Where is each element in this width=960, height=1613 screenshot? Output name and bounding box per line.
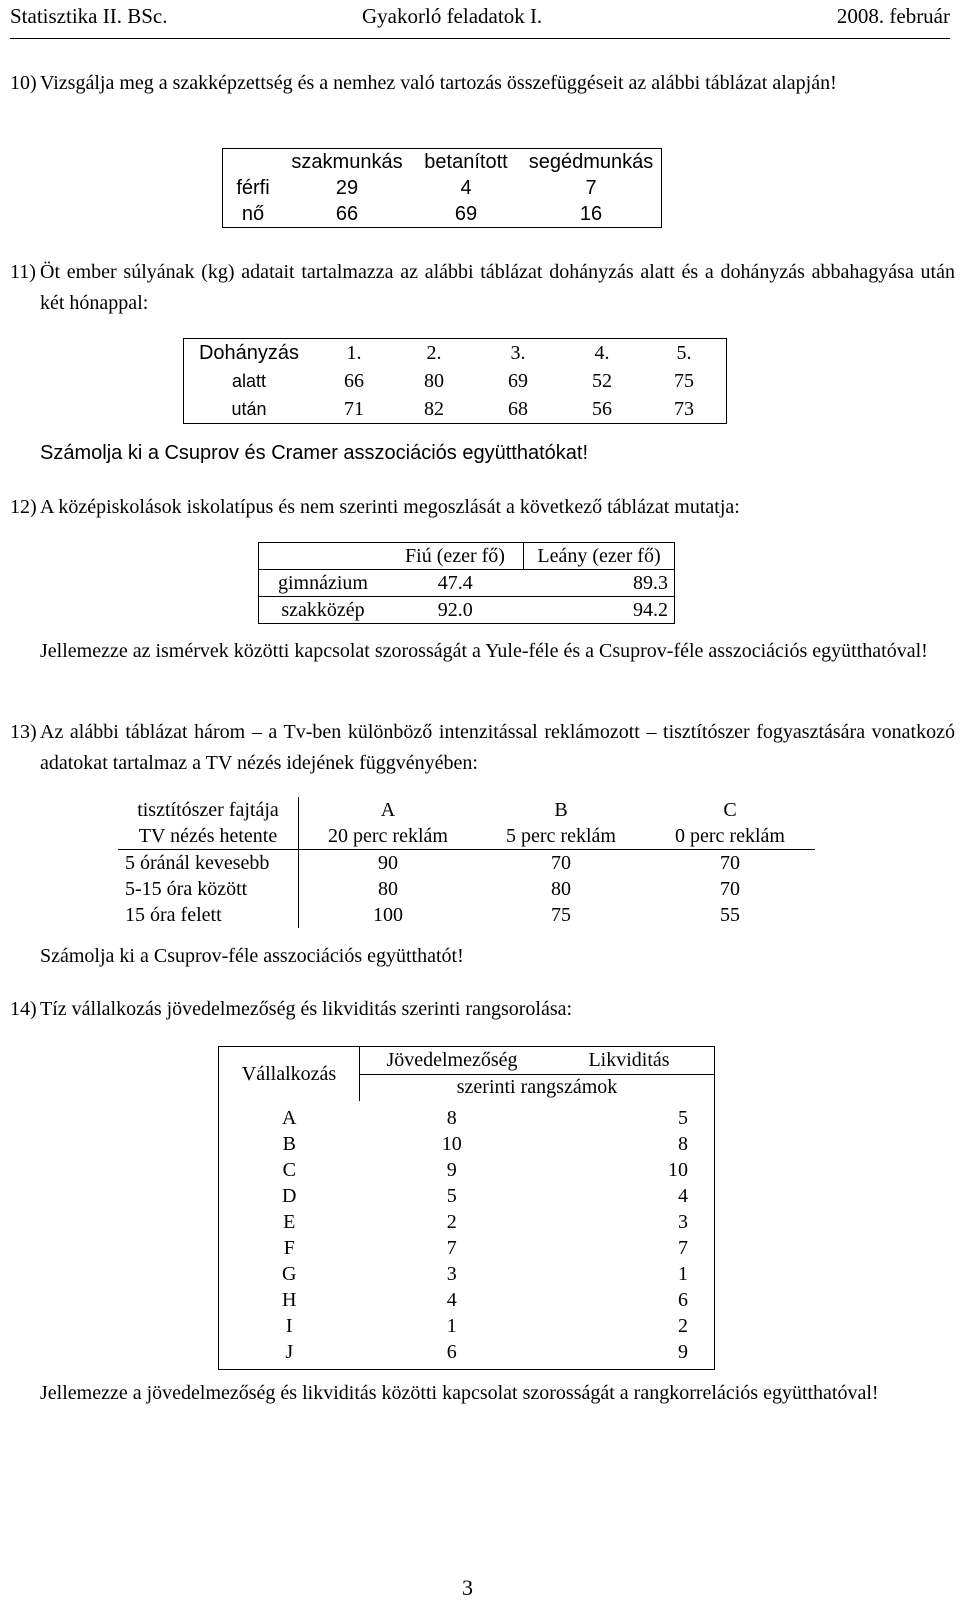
row-label: I [285, 1314, 293, 1337]
row-label: 5 óránál kevesebb [118, 850, 299, 877]
table-cell: 7 [446, 1236, 457, 1259]
row-label: gimnázium [259, 570, 388, 597]
table-cell: 9 [446, 1158, 457, 1181]
table-row [223, 201, 662, 228]
table-cell: 70 [720, 851, 740, 874]
row-label: G [282, 1262, 297, 1285]
table-row [219, 1339, 715, 1370]
header-date: 2008. február [836, 4, 950, 28]
table-cell: 29 [335, 176, 359, 199]
table-cell: 69 [508, 369, 528, 392]
exercise-text: Vizsgálja meg a szakképzettség és a nemhez való tartozás összefüggéseit az alábbi táblázat alapján! [40, 72, 837, 94]
table-cell: 8 [678, 1132, 688, 1155]
table-header-row [184, 339, 727, 368]
table-cell: 71 [344, 397, 364, 420]
table-cell: 4 [446, 1288, 457, 1311]
exercise-13 [10, 717, 955, 779]
row-label: C [282, 1158, 296, 1181]
table-row [184, 367, 727, 395]
column-header: Leány (ezer fő) [524, 543, 675, 570]
table-cell: 47.4 [387, 570, 524, 597]
table-cell: 5 [446, 1184, 457, 1207]
table-cell: 56 [592, 397, 612, 420]
table-row [219, 1183, 715, 1209]
exercise-number: 10) [10, 72, 37, 94]
header-rule [10, 38, 950, 39]
table-cell: 80 [378, 877, 398, 900]
table-10 [222, 148, 662, 228]
table-cell: 100 [373, 903, 403, 926]
table-13 [118, 797, 815, 928]
table-cell: 90 [378, 851, 398, 874]
table-row [259, 597, 675, 624]
table-cell: 7 [585, 176, 597, 199]
table-row [118, 850, 815, 877]
row-label: 5-15 óra között [118, 876, 299, 902]
table-header-row [118, 797, 815, 823]
exercise-11-task: Számolja ki a Csuprov és Cramer asszociációs együtthatókat! [40, 442, 589, 464]
column-header: Vállalkozás [241, 1062, 337, 1085]
table-cell: 70 [720, 877, 740, 900]
exercise-number: 13) [10, 721, 37, 743]
table-cell: 7 [678, 1236, 688, 1259]
column-header: Dohányzás [198, 341, 300, 364]
row-label: nő [241, 202, 265, 225]
table-14 [218, 1046, 715, 1370]
exercise-14 [10, 994, 955, 1025]
row-label: tisztítószer fajtája [118, 797, 299, 823]
table-11 [183, 338, 727, 424]
table-header-row [223, 149, 662, 176]
column-header: A [380, 798, 396, 821]
row-label: F [283, 1236, 295, 1259]
table-header-row [259, 543, 675, 570]
table-cell: 4 [678, 1184, 688, 1207]
table-cell: 8 [446, 1106, 457, 1129]
column-header: Likviditás [588, 1048, 670, 1071]
exercise-12 [10, 492, 955, 523]
column-header: 5. [676, 341, 692, 364]
table-row [219, 1313, 715, 1339]
exercise-text: Az alábbi táblázat három – a Tv-ben különböző intenzitással reklámozott – tisztítószer fogyasztására vonatkozó adatokat tartalmaz a TV nézés idejének függvényében: [40, 721, 955, 774]
table-cell: 94.2 [524, 597, 675, 624]
row-label: E [283, 1210, 296, 1233]
table-cell: 3 [446, 1262, 457, 1285]
column-header: 3. [510, 341, 526, 364]
exercise-13-task: Számolja ki a Csuprov-féle asszociációs együtthatót! [40, 945, 464, 967]
exercise-10 [10, 68, 955, 99]
exercise-text: A középiskolások iskolatípus és nem szerinti megoszlását a következő táblázat mutatja: [40, 496, 740, 518]
exercise-task-text: Jellemezze a jövedelmezőség és likviditás közötti kapcsolat szorosságát a rangkorrelációs együtthatóval! [40, 1382, 879, 1404]
row-label: A [282, 1106, 297, 1129]
column-header: B [554, 798, 568, 821]
column-header: segédmunkás [528, 150, 654, 173]
table-header-row [219, 1047, 715, 1075]
table-row [223, 175, 662, 201]
table-cell: 92.0 [437, 598, 473, 621]
table-cell: 89.3 [524, 570, 675, 597]
table-cell: 1 [678, 1262, 688, 1285]
table-cell: 73 [674, 397, 694, 420]
page-header [10, 4, 950, 32]
table-row [219, 1101, 715, 1131]
table-cell: 75 [551, 903, 571, 926]
table-cell: 68 [508, 397, 528, 420]
table-cell: 2 [446, 1210, 457, 1233]
column-subheader: szerinti rangszámok [360, 1074, 715, 1101]
exercise-11 [10, 257, 955, 319]
row-label: 15 óra felett [118, 902, 299, 928]
table-cell: 82 [424, 397, 444, 420]
column-header: 2. [426, 341, 442, 364]
column-header: 0 perc reklám [645, 823, 815, 850]
table-header-row [118, 823, 815, 850]
column-header: C [723, 798, 737, 821]
row-label: D [282, 1184, 297, 1207]
table-cell: 5 [678, 1106, 688, 1129]
table-cell: 69 [454, 202, 478, 225]
table-cell: 10 [441, 1132, 462, 1155]
table-cell: 55 [720, 903, 740, 926]
table-cell: 52 [592, 369, 612, 392]
row-label: férfi [236, 176, 270, 199]
page-number: 3 [462, 1575, 473, 1600]
table-cell: 80 [551, 877, 571, 900]
table-cell: 80 [424, 369, 444, 392]
table-cell: 10 [668, 1158, 688, 1181]
row-label: alatt [231, 370, 267, 391]
table-row [184, 395, 727, 424]
table-row [219, 1131, 715, 1157]
table-row [219, 1157, 715, 1183]
column-header: Jövedelmezőség [360, 1047, 545, 1075]
exercise-text: Tíz vállalkozás jövedelmezőség és likviditás szerinti rangsorolása: [40, 998, 573, 1020]
header-course: Statisztika II. BSc. [10, 4, 168, 28]
exercise-number: 14) [10, 998, 37, 1020]
exercise-number: 11) [10, 261, 36, 283]
column-header: 1. [346, 341, 362, 364]
table-row [118, 902, 815, 928]
column-header: 20 perc reklám [299, 823, 478, 850]
row-label: után [231, 398, 267, 419]
table-cell: 6 [446, 1340, 457, 1363]
header-title: Gyakorló feladatok I. [362, 4, 543, 28]
exercise-12-task [10, 636, 955, 667]
column-header: 4. [594, 341, 610, 364]
table-cell: 66 [335, 202, 359, 225]
table-cell: 2 [678, 1314, 688, 1337]
exercise-14-task [10, 1378, 955, 1409]
exercise-number: 12) [10, 496, 37, 518]
table-row [219, 1209, 715, 1235]
table-row [219, 1287, 715, 1313]
row-label: J [285, 1340, 294, 1363]
column-header: szakmunkás [291, 150, 403, 173]
table-cell: 1 [446, 1314, 457, 1337]
row-label: szakközép [281, 598, 365, 621]
table-cell: 70 [551, 851, 571, 874]
column-header: 5 perc reklám [477, 823, 645, 850]
column-header: betanított [424, 150, 508, 173]
row-label: H [282, 1288, 297, 1311]
table-cell: 66 [344, 369, 364, 392]
row-label: B [282, 1132, 296, 1155]
table-cell: 6 [678, 1288, 688, 1311]
exercise-text: Öt ember súlyának (kg) adatait tartalmazza az alábbi táblázat dohányzás alatt és a dohányzás abbahagyása után két hónappal: [40, 261, 955, 314]
table-row [118, 876, 815, 902]
table-cell: 75 [674, 369, 694, 392]
table-row [259, 570, 675, 597]
table-cell: 4 [460, 176, 472, 199]
column-header: Fiú (ezer fő) [387, 543, 524, 570]
table-row [219, 1235, 715, 1261]
table-12 [258, 542, 675, 624]
table-cell: 9 [678, 1340, 688, 1363]
table-row [219, 1261, 715, 1287]
exercise-task-text: Jellemezze az ismérvek közötti kapcsolat szorosságát a Yule-féle és a Csuprov-féle asszociációs együtthatóval! [40, 640, 928, 662]
table-cell: 16 [579, 202, 603, 225]
table-cell: 3 [678, 1210, 688, 1233]
row-label: TV nézés hetente [118, 823, 299, 850]
